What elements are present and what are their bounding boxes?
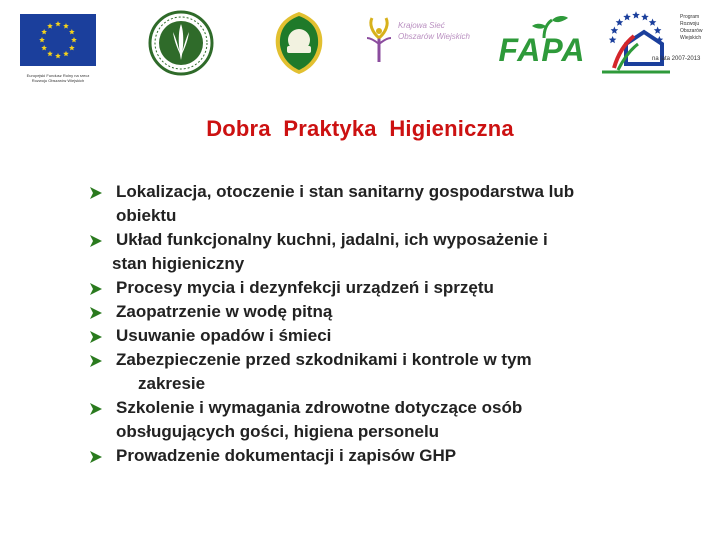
bullet-text: Zabezpieczenie przed szkodnikami i kontrole w tym xyxy=(116,350,532,369)
bullet-text: Prowadzenie dokumentacji i zapisów GHP xyxy=(116,446,457,465)
prow-star-icon xyxy=(632,11,640,18)
bullet-item xyxy=(88,180,688,228)
bullet-text-continued: zakresie xyxy=(138,374,206,393)
prow-star-icon xyxy=(609,36,617,43)
bullet-list xyxy=(88,180,688,468)
leaf-shield-icon xyxy=(272,10,326,76)
leaf-shield-logo xyxy=(272,10,326,76)
slide-title: Dobra Praktyka Higieniczna xyxy=(206,116,514,141)
arrow-bullet-icon xyxy=(88,450,104,464)
logo-bar xyxy=(0,0,720,100)
ksow-line1: Krajowa Sieć xyxy=(398,21,445,30)
bullet-item xyxy=(88,300,688,324)
prow-line4: Wiejskich xyxy=(680,35,702,41)
arrow-bullet-icon xyxy=(88,306,104,320)
arrow-bullet-icon xyxy=(88,354,104,368)
arrow-bullet-icon xyxy=(88,186,104,200)
prow-period: na lata 2007-2013 xyxy=(652,56,701,62)
eu-flag-icon xyxy=(20,14,96,66)
bullet-text: Zaopatrzenie w wodę pitną xyxy=(116,302,333,321)
bullet-text: Szkolenie i wymagania zdrowotne dotyczące osób xyxy=(116,398,523,417)
fapa-logo xyxy=(490,14,594,70)
ksow-line2: Obszarów Wiejskich xyxy=(398,32,470,41)
bullet-text-continued: obiektu xyxy=(116,206,177,225)
prow-star-icon xyxy=(649,19,657,26)
bullet-text: Procesy mycia i dezynfekcji urządzeń i sprzętu xyxy=(116,278,494,297)
eu-caption-line1: Europejski Fundusz Rolny na rzecz xyxy=(26,73,90,78)
ksow-text xyxy=(398,20,470,42)
prow-logo xyxy=(600,10,712,76)
bullet-text-continued: stan higieniczny xyxy=(112,254,245,273)
bullet-item xyxy=(88,444,688,468)
ksow-logo xyxy=(364,14,480,70)
eu-logo xyxy=(20,14,96,83)
bullet-item xyxy=(88,324,688,348)
ksow-figures-icon xyxy=(364,14,394,64)
fapa-text: FAPA xyxy=(498,32,586,68)
prow-line2: Rozwoju xyxy=(680,21,700,27)
prow-star-icon xyxy=(654,27,662,34)
prow-star-house-icon xyxy=(600,10,672,76)
bullet-item xyxy=(88,396,688,444)
ministry-seal-logo xyxy=(148,10,214,76)
prow-star-icon xyxy=(641,13,649,20)
bullet-text: Układ funkcjonalny kuchni, jadalni, ich wyposażenie i xyxy=(116,230,548,249)
wheat-seal-icon xyxy=(148,10,214,76)
arrow-bullet-icon xyxy=(88,282,104,296)
bullet-item xyxy=(88,276,688,300)
bullet-item xyxy=(88,228,688,276)
bullet-text-continued: obsługujących gości, higiena personelu xyxy=(116,422,440,441)
arrow-bullet-icon xyxy=(88,402,104,416)
eu-caption xyxy=(20,73,96,83)
prow-star-icon xyxy=(623,13,631,20)
arrow-bullet-icon xyxy=(88,330,104,344)
prow-text xyxy=(680,14,703,42)
prow-star-icon xyxy=(616,19,624,26)
bullet-item xyxy=(88,348,688,396)
eu-caption-line2: Rozwoju Obszarów Wiejskich xyxy=(31,78,85,83)
prow-star-icon xyxy=(611,27,619,34)
bullet-text: Lokalizacja, otoczenie i stan sanitarny gospodarstwa lub xyxy=(116,182,575,201)
arrow-bullet-icon xyxy=(88,234,104,248)
prow-line1: Program xyxy=(680,14,700,20)
bullet-text: Usuwanie opadów i śmieci xyxy=(116,326,332,345)
prow-line3: Obszarów xyxy=(680,28,703,34)
